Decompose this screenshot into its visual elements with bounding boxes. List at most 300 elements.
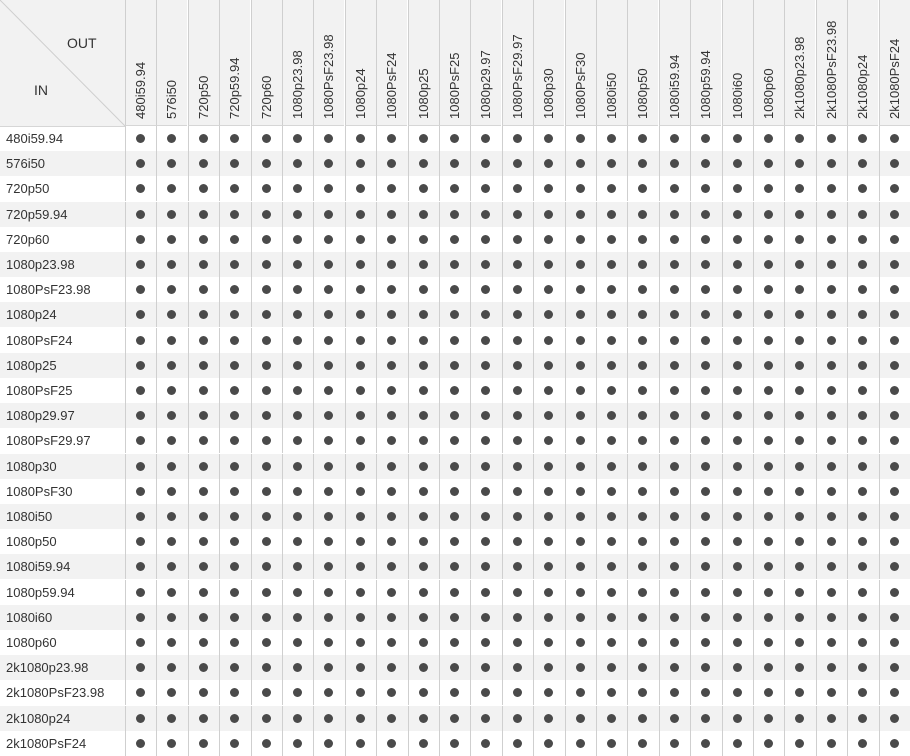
supported-dot-icon (513, 638, 522, 647)
supported-dot-icon (858, 386, 867, 395)
supported-dot-icon (858, 688, 867, 697)
supported-dot-icon (262, 462, 271, 471)
supported-dot-icon (230, 663, 239, 672)
supported-dot-icon (450, 134, 459, 143)
table-cell (502, 706, 533, 731)
table-cell (565, 428, 596, 453)
table-cell (125, 151, 156, 176)
table-cell (376, 504, 407, 529)
table-cell (345, 504, 376, 529)
supported-dot-icon (450, 361, 459, 370)
supported-dot-icon (324, 512, 333, 521)
table-cell (565, 328, 596, 353)
table-cell (125, 378, 156, 403)
supported-dot-icon (827, 336, 836, 345)
supported-dot-icon (544, 512, 553, 521)
table-cell (125, 202, 156, 227)
table-cell (565, 529, 596, 554)
column-header (313, 0, 344, 126)
table-cell (313, 605, 344, 630)
supported-dot-icon (827, 159, 836, 168)
table-cell (753, 428, 784, 453)
supported-dot-icon (670, 411, 679, 420)
supported-dot-icon (544, 260, 553, 269)
supported-dot-icon (324, 260, 333, 269)
column-header-label: 1080p60 (761, 68, 776, 119)
table-cell (847, 378, 878, 403)
supported-dot-icon (670, 235, 679, 244)
table-cell (753, 630, 784, 655)
table-cell (816, 252, 847, 277)
supported-dot-icon (387, 310, 396, 319)
supported-dot-icon (858, 562, 867, 571)
supported-dot-icon (607, 336, 616, 345)
table-cell (847, 706, 878, 731)
supported-dot-icon (607, 638, 616, 647)
supported-dot-icon (764, 386, 773, 395)
table-cell (596, 529, 627, 554)
table-cell (282, 353, 313, 378)
table-cell (879, 504, 910, 529)
supported-dot-icon (858, 260, 867, 269)
supported-dot-icon (890, 235, 899, 244)
supported-dot-icon (858, 663, 867, 672)
table-cell (251, 277, 282, 302)
table-cell (313, 680, 344, 705)
supported-dot-icon (356, 260, 365, 269)
table-cell (627, 731, 658, 756)
supported-dot-icon (607, 562, 616, 571)
table-cell (125, 554, 156, 579)
table-cell (439, 529, 470, 554)
supported-dot-icon (230, 184, 239, 193)
table-cell (156, 277, 187, 302)
table-cell (596, 176, 627, 201)
supported-dot-icon (764, 588, 773, 597)
supported-dot-icon (230, 714, 239, 723)
supported-dot-icon (733, 739, 742, 748)
table-cell (627, 353, 658, 378)
table-cell (313, 580, 344, 605)
column-header-label: 576i50 (164, 79, 180, 119)
table-cell (533, 126, 564, 151)
supported-dot-icon (356, 663, 365, 672)
table-cell (690, 479, 721, 504)
supported-dot-icon (670, 562, 679, 571)
supported-dot-icon (450, 462, 459, 471)
table-cell (659, 151, 690, 176)
table-row (0, 454, 910, 479)
table-cell (533, 151, 564, 176)
supported-dot-icon (513, 235, 522, 244)
table-row (0, 580, 910, 605)
supported-dot-icon (795, 184, 804, 193)
table-cell (251, 504, 282, 529)
table-cell (125, 227, 156, 252)
table-cell (784, 605, 815, 630)
table-cell (722, 731, 753, 756)
supported-dot-icon (230, 512, 239, 521)
table-cell (784, 302, 815, 327)
supported-dot-icon (293, 714, 302, 723)
table-cell (879, 403, 910, 428)
supported-dot-icon (858, 159, 867, 168)
column-header-label: 720p59.94 (227, 57, 243, 119)
supported-dot-icon (356, 386, 365, 395)
supported-dot-icon (544, 562, 553, 571)
table-cell (156, 353, 187, 378)
supported-dot-icon (419, 184, 428, 193)
column-header (345, 0, 376, 126)
table-cell (847, 202, 878, 227)
table-cell (533, 403, 564, 428)
table-cell (690, 378, 721, 403)
column-header-label: 1080i50 (604, 72, 619, 119)
table-row (0, 554, 910, 579)
table-cell (879, 353, 910, 378)
table-cell (282, 529, 313, 554)
supported-dot-icon (795, 386, 804, 395)
table-cell (156, 227, 187, 252)
table-cell (502, 151, 533, 176)
supported-dot-icon (387, 411, 396, 420)
table-cell (533, 706, 564, 731)
table-cell (565, 680, 596, 705)
table-cell (282, 227, 313, 252)
supported-dot-icon (890, 562, 899, 571)
table-cell (722, 328, 753, 353)
supported-dot-icon (199, 210, 208, 219)
supported-dot-icon (167, 562, 176, 571)
supported-dot-icon (262, 739, 271, 748)
supported-dot-icon (544, 235, 553, 244)
table-cell (847, 176, 878, 201)
supported-dot-icon (670, 134, 679, 143)
supported-dot-icon (638, 310, 647, 319)
supported-dot-icon (419, 386, 428, 395)
supported-dot-icon (419, 210, 428, 219)
supported-dot-icon (576, 462, 585, 471)
supported-dot-icon (513, 361, 522, 370)
supported-dot-icon (795, 235, 804, 244)
table-cell (408, 554, 439, 579)
supported-dot-icon (167, 512, 176, 521)
supported-dot-icon (670, 210, 679, 219)
supported-dot-icon (701, 512, 710, 521)
row-label: 720p59.94 (6, 206, 68, 222)
table-cell (313, 428, 344, 453)
supported-dot-icon (450, 310, 459, 319)
supported-dot-icon (481, 260, 490, 269)
table-cell (565, 227, 596, 252)
supported-dot-icon (419, 285, 428, 294)
table-cell (690, 126, 721, 151)
supported-dot-icon (293, 361, 302, 370)
supported-dot-icon (795, 159, 804, 168)
table-row (0, 655, 910, 680)
table-cell (816, 504, 847, 529)
table-cell (502, 630, 533, 655)
supported-dot-icon (136, 512, 145, 521)
supported-dot-icon (607, 688, 616, 697)
table-cell (596, 151, 627, 176)
supported-dot-icon (387, 361, 396, 370)
table-cell (816, 151, 847, 176)
supported-dot-icon (262, 562, 271, 571)
table-cell (502, 479, 533, 504)
supported-dot-icon (544, 210, 553, 219)
supported-dot-icon (387, 739, 396, 748)
column-header (847, 0, 878, 126)
table-cell (282, 731, 313, 756)
table-cell (345, 479, 376, 504)
table-cell (313, 630, 344, 655)
table-cell (659, 202, 690, 227)
supported-dot-icon (827, 537, 836, 546)
table-cell (470, 605, 501, 630)
table-cell (251, 479, 282, 504)
supported-dot-icon (795, 562, 804, 571)
table-cell (188, 403, 219, 428)
table-cell (470, 252, 501, 277)
table-cell (816, 554, 847, 579)
supported-dot-icon (136, 386, 145, 395)
table-cell (251, 403, 282, 428)
table-cell (408, 580, 439, 605)
supported-dot-icon (356, 462, 365, 471)
supported-dot-icon (827, 462, 836, 471)
supported-dot-icon (481, 411, 490, 420)
column-header-label: 2k1080PsF24 (886, 38, 902, 119)
supported-dot-icon (136, 588, 145, 597)
table-cell (156, 554, 187, 579)
table-cell (659, 302, 690, 327)
supported-dot-icon (576, 411, 585, 420)
table-cell (219, 227, 250, 252)
supported-dot-icon (230, 336, 239, 345)
table-cell (251, 378, 282, 403)
supported-dot-icon (199, 134, 208, 143)
supported-dot-icon (827, 210, 836, 219)
table-cell (533, 554, 564, 579)
supported-dot-icon (481, 361, 490, 370)
table-cell (596, 655, 627, 680)
supported-dot-icon (513, 613, 522, 622)
supported-dot-icon (293, 512, 302, 521)
row-label: 1080p30 (6, 458, 57, 474)
table-cell (251, 252, 282, 277)
table-cell (627, 126, 658, 151)
table-cell (533, 605, 564, 630)
table-cell (502, 580, 533, 605)
supported-dot-icon (858, 588, 867, 597)
table-cell (313, 302, 344, 327)
table-cell (659, 403, 690, 428)
supported-dot-icon (544, 285, 553, 294)
table-cell (565, 378, 596, 403)
supported-dot-icon (670, 184, 679, 193)
table-cell (722, 680, 753, 705)
supported-dot-icon (230, 235, 239, 244)
supported-dot-icon (419, 688, 428, 697)
supported-dot-icon (419, 462, 428, 471)
table-cell (816, 227, 847, 252)
table-cell (282, 277, 313, 302)
table-cell (690, 655, 721, 680)
table-cell (251, 353, 282, 378)
supported-dot-icon (387, 184, 396, 193)
supported-dot-icon (890, 537, 899, 546)
table-cell (313, 655, 344, 680)
table-cell (408, 454, 439, 479)
supported-dot-icon (827, 411, 836, 420)
supported-dot-icon (733, 235, 742, 244)
table-cell (439, 328, 470, 353)
table-cell (282, 630, 313, 655)
table-cell (847, 126, 878, 151)
table-cell (816, 454, 847, 479)
table-cell (282, 655, 313, 680)
supported-dot-icon (136, 159, 145, 168)
table-cell (627, 580, 658, 605)
table-cell (376, 126, 407, 151)
supported-dot-icon (419, 638, 428, 647)
table-cell (156, 454, 187, 479)
row-label: 2k1080PsF23.98 (6, 685, 105, 701)
supported-dot-icon (795, 688, 804, 697)
table-cell (533, 529, 564, 554)
table-cell (345, 277, 376, 302)
supported-dot-icon (827, 436, 836, 445)
supported-dot-icon (670, 688, 679, 697)
supported-dot-icon (293, 134, 302, 143)
supported-dot-icon (324, 462, 333, 471)
supported-dot-icon (481, 512, 490, 521)
table-cell (282, 454, 313, 479)
table-cell (659, 252, 690, 277)
table-cell (753, 202, 784, 227)
table-cell (690, 706, 721, 731)
table-cell (345, 731, 376, 756)
supported-dot-icon (701, 210, 710, 219)
supported-dot-icon (890, 361, 899, 370)
table-cell (313, 202, 344, 227)
supported-dot-icon (199, 336, 208, 345)
column-header-label: 720p60 (258, 75, 274, 119)
row-label: 720p50 (6, 181, 50, 197)
supported-dot-icon (199, 159, 208, 168)
supported-dot-icon (136, 688, 145, 697)
supported-dot-icon (167, 260, 176, 269)
table-cell (659, 454, 690, 479)
table-cell (753, 706, 784, 731)
table-cell (408, 353, 439, 378)
supported-dot-icon (230, 588, 239, 597)
supported-dot-icon (544, 310, 553, 319)
supported-dot-icon (607, 663, 616, 672)
supported-dot-icon (293, 588, 302, 597)
table-cell (753, 277, 784, 302)
table-cell (470, 202, 501, 227)
supported-dot-icon (638, 613, 647, 622)
supported-dot-icon (419, 310, 428, 319)
table-cell (502, 403, 533, 428)
supported-dot-icon (293, 184, 302, 193)
supported-dot-icon (356, 588, 365, 597)
supported-dot-icon (513, 134, 522, 143)
table-cell (345, 302, 376, 327)
supported-dot-icon (607, 285, 616, 294)
supported-dot-icon (356, 512, 365, 521)
supported-dot-icon (638, 537, 647, 546)
supported-dot-icon (199, 588, 208, 597)
table-cell (125, 479, 156, 504)
supported-dot-icon (513, 714, 522, 723)
supported-dot-icon (293, 159, 302, 168)
table-cell (156, 302, 187, 327)
column-header (439, 0, 470, 126)
supported-dot-icon (795, 134, 804, 143)
table-cell (188, 706, 219, 731)
table-cell (784, 378, 815, 403)
supported-dot-icon (262, 688, 271, 697)
table-cell (125, 302, 156, 327)
column-header (596, 0, 627, 126)
supported-dot-icon (701, 638, 710, 647)
supported-dot-icon (324, 562, 333, 571)
supported-dot-icon (167, 638, 176, 647)
row-label: 1080p59.94 (6, 584, 75, 600)
supported-dot-icon (387, 613, 396, 622)
table-cell (722, 605, 753, 630)
supported-dot-icon (293, 411, 302, 420)
supported-dot-icon (890, 260, 899, 269)
table-cell (690, 277, 721, 302)
supported-dot-icon (324, 613, 333, 622)
table-cell (439, 428, 470, 453)
table-cell (188, 227, 219, 252)
supported-dot-icon (576, 310, 585, 319)
supported-dot-icon (356, 411, 365, 420)
column-header-label: 1080p29.97 (478, 50, 494, 119)
table-cell (251, 227, 282, 252)
table-cell (313, 731, 344, 756)
supported-dot-icon (230, 386, 239, 395)
supported-dot-icon (513, 588, 522, 597)
table-cell (784, 328, 815, 353)
column-header (251, 0, 282, 126)
table-cell (596, 554, 627, 579)
table-cell (156, 630, 187, 655)
supported-dot-icon (167, 336, 176, 345)
table-cell (816, 403, 847, 428)
table-cell (659, 630, 690, 655)
table-cell (690, 328, 721, 353)
supported-dot-icon (387, 663, 396, 672)
table-cell (753, 731, 784, 756)
table-cell (533, 328, 564, 353)
table-cell (722, 428, 753, 453)
supported-dot-icon (230, 436, 239, 445)
row-label: 1080PsF30 (6, 483, 73, 499)
table-cell (470, 680, 501, 705)
supported-dot-icon (199, 512, 208, 521)
table-cell (659, 680, 690, 705)
supported-dot-icon (450, 487, 459, 496)
table-cell (784, 655, 815, 680)
table-cell (596, 378, 627, 403)
table-cell (659, 479, 690, 504)
